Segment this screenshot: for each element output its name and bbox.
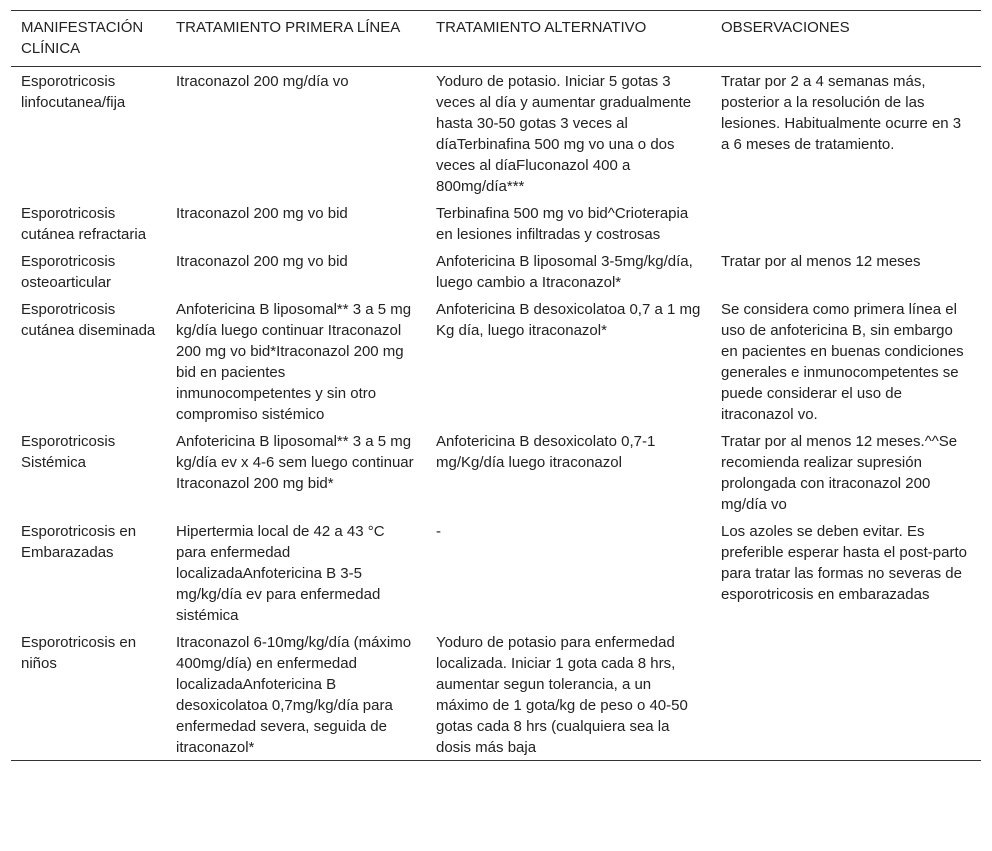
treatment-table [11, 10, 981, 761]
cell-alternativo: Anfotericina B desoxicolatoa 0,7 a 1 mg Kg día, luego itraconazol* [436, 301, 701, 339]
table-row [11, 427, 981, 517]
cell-manifestacion: Esporotricosis linfocutanea/fija [21, 73, 126, 111]
cell-observaciones: Tratar por al menos 12 meses.^^Se recomienda realizar supresión prolongada con itraconazol 200 mg/día vo [721, 433, 958, 513]
cell-observaciones [711, 199, 981, 247]
cell-primera-linea: Anfotericina B liposomal** 3 a 5 mg kg/día ev x 4-6 sem luego continuar Itraconazol 200 mg bid* [176, 433, 414, 492]
cell-alternativo: Yoduro de potasio. Iniciar 5 gotas 3 veces al día y aumentar gradualmente hasta 30-50 gotas 3 veces al díaTerbinafina 500 mg vo una o dos veces al díaFluconazol 400 a 800mg/día*** [436, 73, 692, 195]
header-alternativo: TRATAMIENTO ALTERNATIVO [436, 19, 647, 36]
header-manifestacion: MANIFESTACIÓN CLÍNICA [21, 19, 144, 57]
cell-observaciones: Los azoles se deben evitar. Es preferible esperar hasta el post-parto para tratar las formas no severas de esporotricosis en embarazadas [721, 523, 967, 603]
cell-primera-linea: Itraconazol 200 mg vo bid [176, 205, 348, 222]
cell-observaciones: Tratar por al menos 12 meses [721, 253, 921, 270]
cell-manifestacion: Esporotricosis en niños [21, 634, 137, 672]
cell-alternativo: Terbinafina 500 mg vo bid^Crioterapia en lesiones infiltradas y costrosas [436, 205, 689, 243]
cell-manifestacion: Esporotricosis cutánea refractaria [21, 205, 147, 243]
cell-alternativo: Yoduro de potasio para enfermedad localizada. Iniciar 1 gota cada 8 hrs, aumentar segun tolerancia, a un máximo de 1 gota/kg de peso o 40-50 gotas cada 8 hrs (cualquiera sea la dosis más baja [436, 634, 688, 756]
header-observaciones: OBSERVACIONES [721, 19, 850, 36]
table-row [11, 247, 981, 295]
header-primera-linea: TRATAMIENTO PRIMERA LÍNEA [176, 19, 401, 36]
table-row [11, 295, 981, 427]
cell-primera-linea: Itraconazol 6-10mg/kg/día (máximo 400mg/día) en enfermedad localizadaAnfotericina B desoxicolatoa 0,7mg/kg/día para enfermedad severa, seguida de itraconazol* [176, 634, 412, 756]
cell-observaciones: Se considera como primera línea el uso de anfotericina B, sin embargo en pacientes en buenas condiciones generales e inmunocompetentes se puede considerar el uso de itraconazol vo. [721, 301, 964, 423]
cell-primera-linea: Hipertermia local de 42 a 43 °C para enfermedad localizadaAnfotericina B 3-5 mg/kg/día ev para enfermedad sistémica [176, 523, 385, 624]
cell-alternativo: Anfotericina B liposomal 3-5mg/kg/día, luego cambio a Itraconazol* [436, 253, 693, 291]
cell-alternativo: Anfotericina B desoxicolato 0,7-1 mg/Kg/día luego itraconazol [436, 433, 656, 471]
cell-primera-linea: Itraconazol 200 mg/día vo [176, 73, 349, 90]
table-row [11, 199, 981, 247]
cell-observaciones [711, 628, 981, 761]
cell-manifestacion: Esporotricosis osteoarticular [21, 253, 116, 291]
table-header-row [11, 11, 981, 67]
table-row [11, 517, 981, 628]
cell-manifestacion: Esporotricosis cutánea diseminada [21, 301, 156, 339]
table-row [11, 67, 981, 200]
cell-alternativo: - [436, 523, 441, 540]
cell-primera-linea: Itraconazol 200 mg vo bid [176, 253, 348, 270]
cell-manifestacion: Esporotricosis Sistémica [21, 433, 116, 471]
cell-observaciones: Tratar por 2 a 4 semanas más, posterior a la resolución de las lesiones. Habitualmente ocurre en 3 a 6 meses de tratamiento. [721, 73, 962, 153]
treatment-table-container [11, 10, 981, 761]
cell-manifestacion: Esporotricosis en Embarazadas [21, 523, 137, 561]
table-row [11, 628, 981, 761]
cell-primera-linea: Anfotericina B liposomal** 3 a 5 mg kg/día luego continuar Itraconazol 200 mg vo bid*Itraconazol 200 mg bid en pacientes inmunocompetentes y sin otro compromiso sistémico [176, 301, 412, 423]
